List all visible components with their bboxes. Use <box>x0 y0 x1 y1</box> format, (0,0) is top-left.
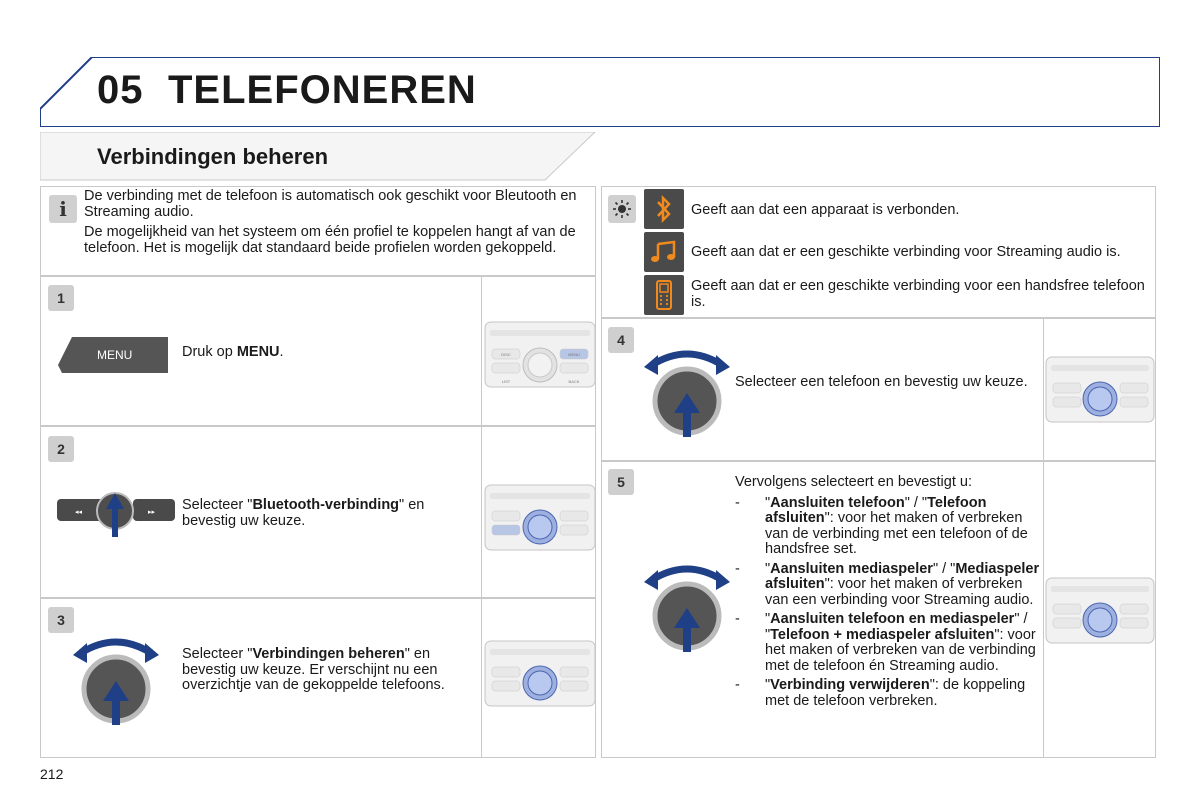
legend-text-bluetooth: Geeft aan dat een apparaat is verbonden. <box>691 202 960 218</box>
next-label: ▸▸ <box>148 508 156 516</box>
step-5-content <box>735 475 1040 713</box>
seek-knob-image <box>53 489 183 539</box>
page-number: 212 <box>40 766 64 782</box>
radio-panel-image <box>1044 462 1157 757</box>
radio-panel-image-cell <box>481 599 596 757</box>
rotary-knob-image <box>71 631 161 727</box>
step-badge: 1 <box>48 285 74 311</box>
back-label: BACK <box>568 379 580 384</box>
rotary-knob-image <box>642 558 732 654</box>
radio-panel-image <box>1044 319 1157 460</box>
radio-panel-image <box>482 427 597 597</box>
prev-label: ◂◂ <box>75 508 83 516</box>
list-label: LIST <box>501 379 511 384</box>
step-badge: 3 <box>48 607 74 633</box>
step-5-panel <box>601 461 1156 758</box>
music-note-icon <box>644 232 684 272</box>
radio-panel-image-cell <box>1043 319 1156 460</box>
step-badge: 4 <box>608 327 634 353</box>
radio-panel-image-cell <box>1043 462 1156 757</box>
menu-label: MENU <box>568 352 580 357</box>
chapter-title: TELEFONEREN <box>168 68 477 112</box>
list-item: - "Verbinding verwijderen": de koppeling met de telefoon verbreken. <box>735 677 1026 709</box>
step-1-instruction: Druk op MENU. <box>182 344 284 360</box>
radio-panel-image <box>482 599 597 757</box>
light-icon <box>608 195 636 223</box>
chapter-number: 05 <box>97 68 144 112</box>
info-paragraph-2: De mogelijkheid van het systeem om één profiel te koppelen hangt af van de telefoon. Het is mogelijk dat standaard beide profielen worden gekoppeld. <box>84 224 576 256</box>
step-5-intro: Vervolgens selecteert en bevestigt u: <box>735 474 972 490</box>
info-icon: i <box>49 195 77 223</box>
radio-panel-image <box>482 277 597 425</box>
legend-text-streaming: Geeft aan dat er een geschikte verbinding voor Streaming audio is. <box>691 244 1121 260</box>
section-title: Verbindingen beheren <box>97 144 329 169</box>
mobile-phone-icon <box>644 275 684 315</box>
legend-panel <box>601 186 1156 318</box>
list-item: - "Aansluiten mediaspeler" / "Mediaspeler afsluiten": voor het maken of verbreken van een verbinding voor Streaming audio. <box>735 560 1040 608</box>
info-paragraph-1: De verbinding met de telefoon is automatisch ook geschikt voor Bleutooth en Streaming audio. <box>84 188 577 220</box>
step-4-panel <box>601 318 1156 461</box>
step-4-instruction: Selecteer een telefoon en bevestig uw keuze. <box>735 374 1028 390</box>
step-badge: 5 <box>608 469 634 495</box>
info-panel <box>40 186 596 276</box>
bluetooth-icon <box>644 189 684 229</box>
step-1-panel <box>40 276 596 426</box>
radio-panel-image-cell <box>481 427 596 597</box>
step-2-panel <box>40 426 596 598</box>
legend-text-handsfree: Geeft aan dat er een geschikte verbinding voor een handsfree telefoon is. <box>691 278 1145 310</box>
rotary-knob-image <box>642 343 732 439</box>
disc-label: DISC <box>501 352 511 357</box>
radio-panel-image-cell <box>481 277 596 425</box>
list-item: - "Aansluiten telefoon en mediaspeler" / "Telefoon + mediaspeler afsluiten": voor het maken of verbreken van de verbinding met de telefoon én Streaming audio. <box>735 611 1036 674</box>
step-2-instruction: Selecteer "Bluetooth-verbinding" en bevestig uw keuze. <box>182 497 425 529</box>
step-5-options <box>735 496 1040 710</box>
step-3-panel <box>40 598 596 758</box>
step-badge: 2 <box>48 436 74 462</box>
list-item: - "Aansluiten telefoon" / "Telefoon afsluiten": voor het maken of verbreken van de verbinding met een telefoon of de handsfree set. <box>735 494 1028 557</box>
step-3-instruction: Selecteer "Verbindingen beheren" en bevestig uw keuze. Er verschijnt nu een overzichtje van de gekoppelde telefoons. <box>182 646 445 693</box>
menu-button-label: MENU <box>97 348 133 362</box>
